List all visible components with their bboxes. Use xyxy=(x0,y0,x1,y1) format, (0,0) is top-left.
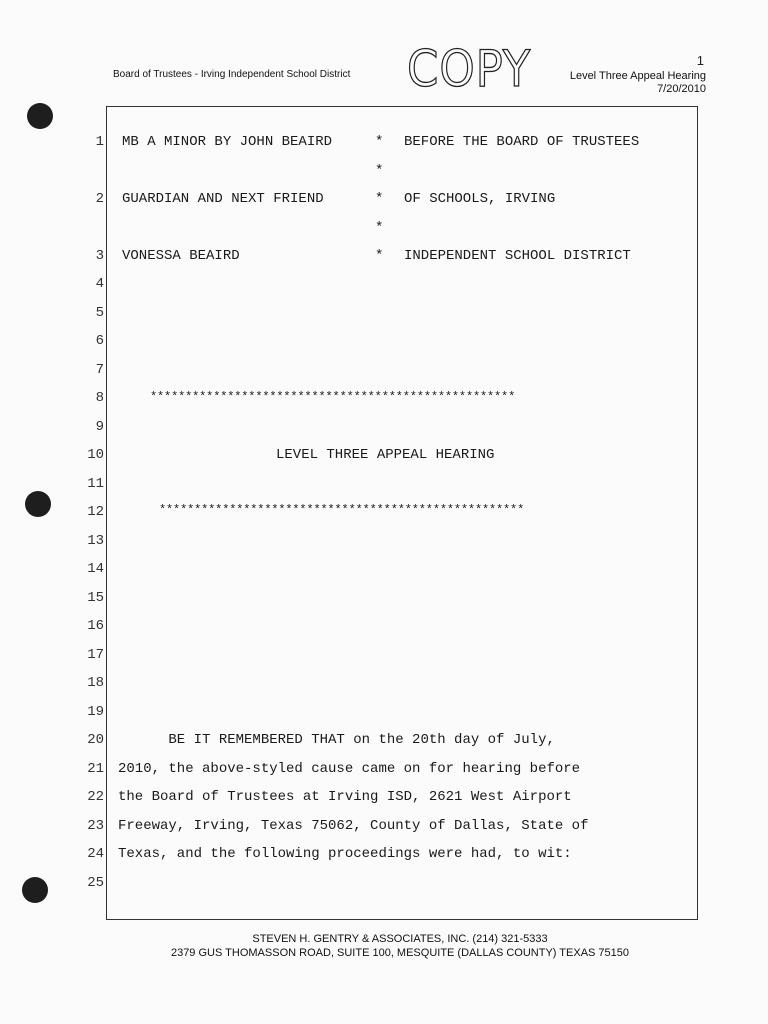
line-number: 18 xyxy=(87,675,104,691)
line-number: 2 xyxy=(95,191,104,207)
caption-party-line-1: MB A MINOR BY JOHN BEAIRD xyxy=(122,134,333,150)
body-text-line-21: 2010, the above-styled cause came on for hearing before xyxy=(118,761,581,777)
page-number: 1 xyxy=(696,53,704,68)
caption-separator-star: * xyxy=(375,220,384,236)
line-number: 11 xyxy=(87,476,104,492)
line-number: 23 xyxy=(87,818,104,834)
line-number: 6 xyxy=(95,333,104,349)
body-text-line-22: the Board of Trustees at Irving ISD, 2621 West Airport xyxy=(118,789,572,805)
line-number: 13 xyxy=(87,533,104,549)
caption-court-line-1: BEFORE THE BOARD OF TRUSTEES xyxy=(404,134,640,150)
line-number: 9 xyxy=(95,419,104,435)
line-number: 3 xyxy=(95,248,104,264)
line-number: 12 xyxy=(87,504,104,520)
star-divider-top: **************************************************** xyxy=(150,390,516,404)
header-hearing-info xyxy=(570,70,706,96)
line-number: 4 xyxy=(95,276,104,292)
line-number: 19 xyxy=(87,704,104,720)
copy-stamp: COPY xyxy=(407,40,532,98)
caption-separator-star: * xyxy=(375,163,384,179)
punch-hole-top xyxy=(27,103,53,129)
line-number: 7 xyxy=(95,362,104,378)
line-number: 20 xyxy=(87,732,104,748)
caption-separator-star: * xyxy=(375,248,384,264)
line-number: 22 xyxy=(87,789,104,805)
header-hearing-title: Level Three Appeal Hearing xyxy=(569,70,706,82)
line-number: 5 xyxy=(95,305,104,321)
line-number: 17 xyxy=(87,647,104,663)
caption-court-line-2: OF SCHOOLS, IRVING xyxy=(404,191,556,207)
hearing-title: LEVEL THREE APPEAL HEARING xyxy=(276,447,495,463)
line-number: 21 xyxy=(87,761,104,777)
line-number: 16 xyxy=(87,618,104,634)
punch-hole-middle xyxy=(25,491,51,517)
body-text-line-20: BE IT REMEMBERED THAT on the 20th day of July, xyxy=(118,732,555,748)
caption-party-line-2: GUARDIAN AND NEXT FRIEND xyxy=(122,191,324,207)
line-number: 15 xyxy=(87,590,104,606)
header-hearing-date: 7/20/2010 xyxy=(657,83,706,95)
body-text-line-23: Freeway, Irving, Texas 75062, County of Dallas, State of xyxy=(118,818,589,834)
caption-separator-star: * xyxy=(375,191,384,207)
caption-separator-star: * xyxy=(375,134,384,150)
footer-reporter-address: 2379 GUS THOMASSON ROAD, SUITE 100, MESQUITE (DALLAS COUNTY) TEXAS 75150 xyxy=(170,947,630,959)
header-board-title: Board of Trustees - Irving Independent School District xyxy=(113,69,351,80)
caption-party-line-3: VONESSA BEAIRD xyxy=(122,248,240,264)
line-number: 14 xyxy=(87,561,104,577)
footer-reporter-firm: STEVEN H. GENTRY & ASSOCIATES, INC. (214) 321-5333 xyxy=(252,933,548,945)
line-number: 25 xyxy=(87,875,104,891)
line-number: 10 xyxy=(87,447,104,463)
caption-court-line-3: INDEPENDENT SCHOOL DISTRICT xyxy=(404,248,631,264)
line-number: 1 xyxy=(95,134,104,150)
star-divider-bottom: **************************************************** xyxy=(159,503,525,517)
line-number: 8 xyxy=(95,390,104,406)
body-text-line-24: Texas, and the following proceedings were had, to wit: xyxy=(118,846,572,862)
line-number: 24 xyxy=(87,846,104,862)
punch-hole-bottom xyxy=(22,877,48,903)
